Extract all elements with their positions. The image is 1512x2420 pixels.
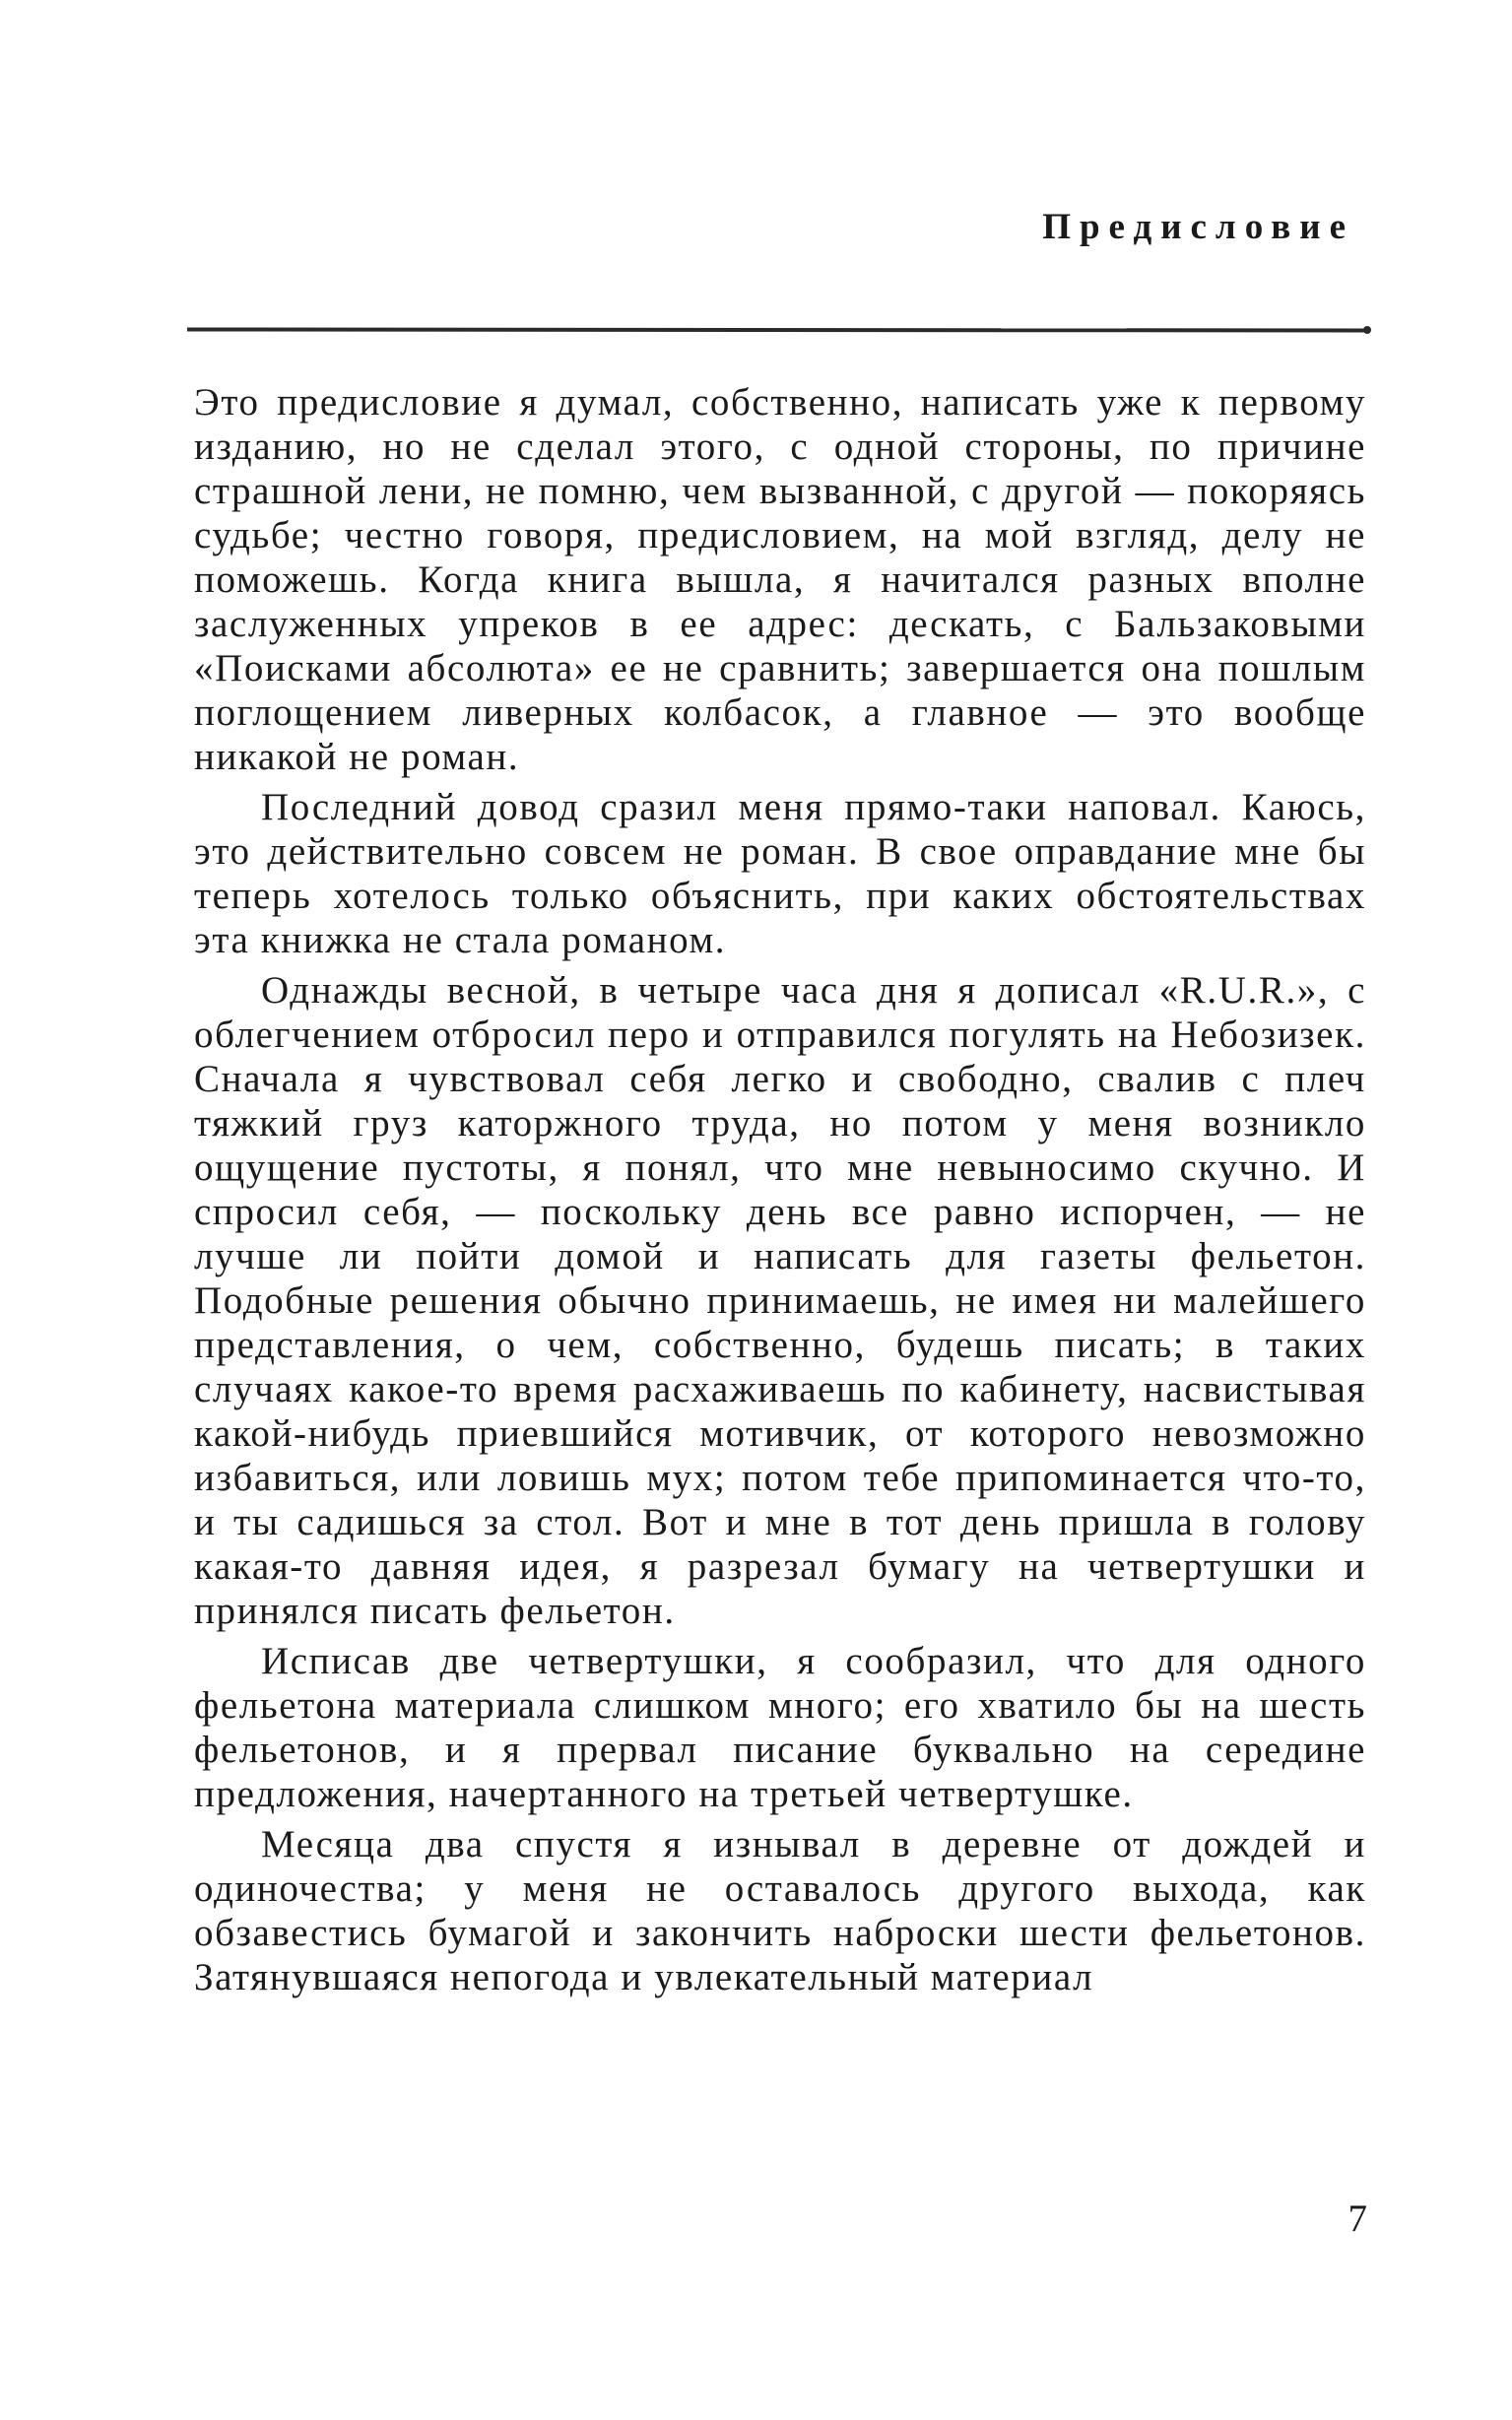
paragraph-3: Однажды весной, в четыре часа дня я дописал «R.U.R.», с облегчением отбросил перо и отправился погулять на Небозизек. Сначала я чувствовал себя легко и свободно, свалив с плеч тяжкий груз каторжного труда, но потом у меня возникло ощущение пустоты, я понял, что мне невыносимо скучно. И спросил себя, — поскольку день все равно испорчен, — не лучше ли пойти домой и написать для газеты фельетон. Подобные решения обычно принимаешь, не имея ни малейшего представления, о чем, собственно, будешь писать; в таких случаях какое-то время расхаживаешь по кабинету, насвистывая какой-нибудь приевшийся мотивчик, от которого невозможно избавиться, или ловишь мух; потом тебе припоминается что-то, и ты садишься за стол. Вот и мне в тот день пришла в голову какая-то давняя идея, я разрезал бумагу на четвертушки и принялся писать фельетон. [194,969,1366,1632]
paragraph-1: Это предисловие я думал, собственно, написать уже к первому изданию, но не сделал этого, с одной стороны, по причине страшной лени, не помню, чем вызванной, с другой — покоряясь судьбе; честно говоря, предисловием, на мой взгляд, делу не поможешь. Когда книга вышла, я начитался разных вполне заслуженных упреков в ее адрес: дескать, с Бальзаковыми «Поисками абсолюта» ее не сравнить; завершается она пошлым поглощением ливерных колбасок, а главное — это вообще никакой не роман. [194,381,1366,778]
paragraph-4: Исписав две четвертушки, я сообразил, что для одного фельетона материала слишком много; его хватило бы на шесть фельетонов, и я прервал писание буквально на середине предложения, начертанного на третьей четвертушке. [194,1640,1366,1815]
page-number: 7 [1348,2197,1367,2240]
header-rule-end [1363,326,1371,334]
running-head-title: Предисловие [1042,207,1354,247]
header-rule [187,327,1369,332]
paragraph-5: Месяца два спустя я изнывал в деревне от дождей и одиночества; у меня не оставалось другого выхода, как обзавестись бумагой и закончить наброски шести фельетонов. Затянувшаяся непогода и увлекательный материал [194,1823,1366,1998]
body-text [194,380,1366,1999]
paragraph-2: Последний довод сразил меня прямо-таки наповал. Каюсь, это действительно совсем не роман. В свое оправдание мне бы теперь хотелось только объяснить, при каких обстоятельствах эта книжка не стала романом. [194,786,1366,961]
